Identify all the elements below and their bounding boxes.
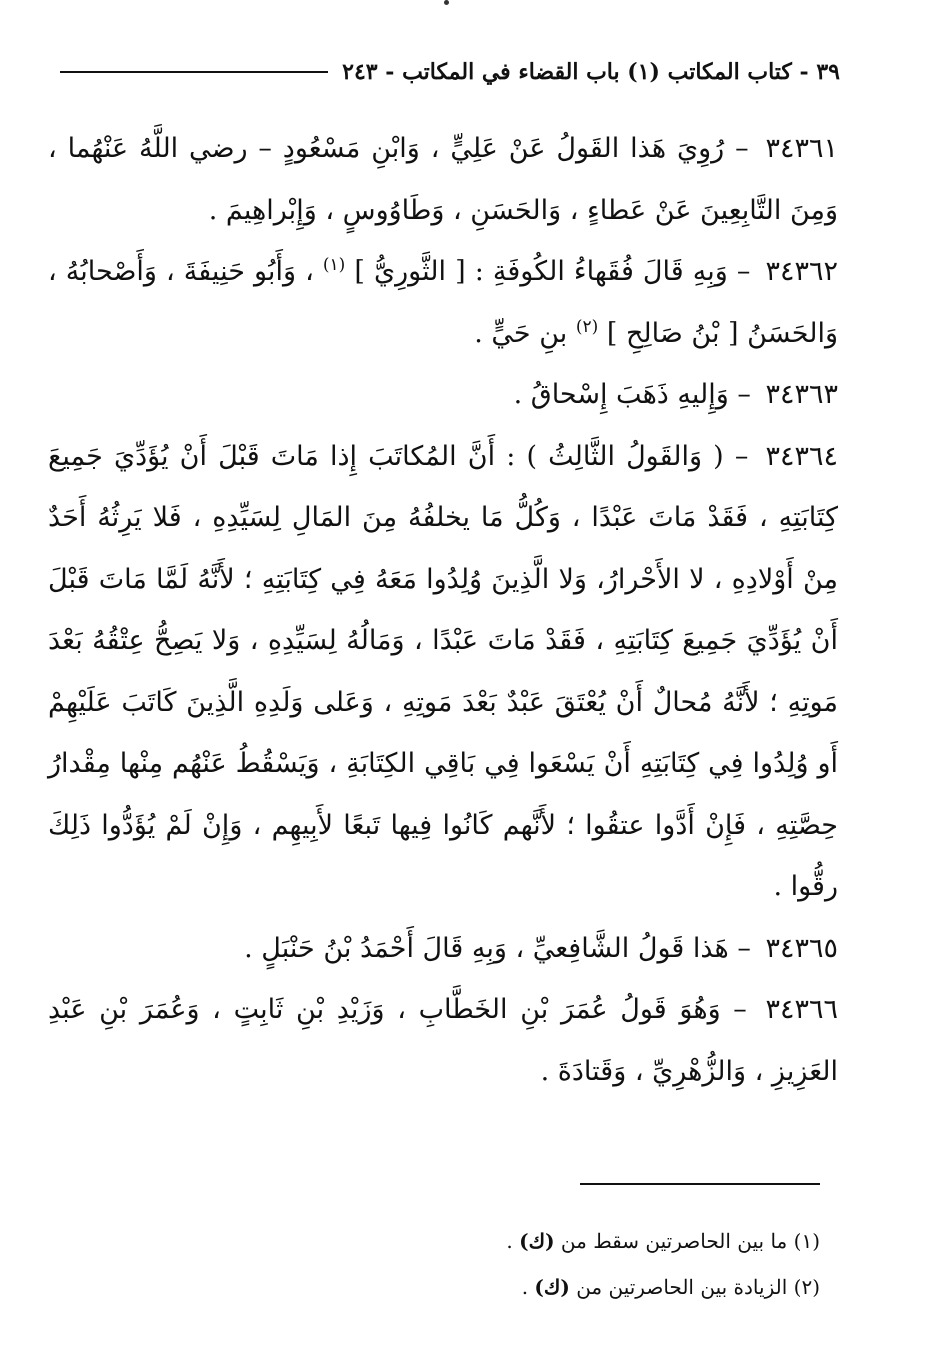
paragraph-number: ٣٤٣٦٢	[765, 256, 838, 287]
paragraph-number: ٣٤٣٦٣	[765, 379, 838, 410]
footnote-ref-1[interactable]: (١)	[322, 255, 346, 275]
footnote-2	[300, 1264, 820, 1310]
footnote-end: .	[521, 1275, 529, 1299]
page-speck	[444, 0, 449, 5]
paragraph-34362	[48, 241, 838, 364]
footnote-marker: (٢)	[793, 1275, 820, 1299]
paragraph-text-part2: ، وَأَبُو حَنِيفَةَ ، وَأَصْحابُهُ ، وَالحَسَنُ [ بْنُ صَالِحِ ]	[48, 256, 838, 349]
paragraph-text: – هَذا قَولُ الشَّافِعيِّ ، وَبِهِ قَالَ أَحْمَدُ بْنُ حَنْبَلٍ .	[244, 932, 751, 964]
paragraph-34361	[48, 118, 838, 241]
paragraph-number: ٣٤٣٦٤	[765, 440, 838, 472]
main-text	[48, 118, 838, 1102]
paragraph-text-part1: – وَبِهِ قَالَ فُقَهاءُ الكُوفَةِ : [ الثَّورِيُّ ]	[354, 256, 751, 287]
footnote-marker: (١)	[793, 1229, 820, 1253]
paragraph-text: – وَإِليهِ ذَهَبَ إِسْحاقُ .	[513, 379, 751, 410]
footnote-end: .	[506, 1229, 513, 1253]
paragraph-text: – رُوِيَ هَذا القَولُ عَنْ عَلِيٍّ ، وَابْنِ مَسْعُودٍ – رضي اللَّهُ عَنْهُما ، وَمِنَ التَّابِعِينَ عَنْ عَطاءٍ ، وَالحَسَنِ ، وَطَاوُوسٍ ، وَإِبْراهِيمَ .	[48, 133, 838, 226]
paragraph-34363	[48, 364, 838, 426]
footnote-ref-2[interactable]: (٢)	[575, 316, 599, 337]
running-header	[60, 52, 840, 92]
paragraph-34366	[48, 979, 838, 1102]
header-rule	[60, 71, 328, 73]
paragraph-34364	[48, 426, 838, 918]
paragraph-text: – ( وَالقَولُ الثَّالِثُ ) : أَنَّ المُكاتَبَ إِذا مَاتَ قَبْلَ أَنْ يُؤَدِّيَ جَمِيعَ كِتَابَتِهِ ، فَقَدْ مَاتَ عَبْدًا ، وَكُلُّ مَا يخلفُهُ مِنَ المَالِ لِسَيِّدِهِ ، فَلا يَرِثُهُ أَحَدٌ مِنْ أَوْلادِهِ ، لا الأَحْرارُ، وَلا الَّذِينَ وُلِدُوا مَعَهُ فِي كِتَابَتِهِ ؛ لأَنَّهُ لَمَّا مَاتَ قَبْلَ أَنْ يُؤَدِّيَ جَمِيعَ كِتَابَتِهِ ، فَقَدْ مَاتَ عَبْدًا ، وَمَالُهُ لِسَيِّدِهِ ، وَلا يَصِحُّ عِتْقُهُ بَعْدَ مَوتِهِ ؛ لأَنَّهُ مُحالٌ أَنْ يُعْتَقَ عَبْدٌ بَعْدَ مَوتِهِ ، وَعَلى وَلَدِهِ الَّذِينَ كَاتَبَ عَلَيْهِمْ أَو وُلِدُوا فِي كِتَابَتِهِ أَنْ يَسْعَوا فِي بَاقِي الكِتَابَةِ ، وَيَسْقُطُ عَنْهُم مِنْها مِقْدارُ حِصَّتِهِ ، فَإِنْ أَدَّوا عتقُوا ؛ لأَنَّهم كَانُوا فِيها تَبعًا لأَبِيهِم ، وَإِنْ لَمْ يُؤَدُّوا ذَلِكَ رقُّوا .	[48, 440, 838, 902]
header-title: ٣٩ - كتاب المكاتب (١) باب القضاء في المكاتب - ٢٤٣	[342, 59, 840, 85]
paragraph-number: ٣٤٣٦١	[765, 133, 838, 164]
footnote-source: (ك)	[519, 1229, 555, 1253]
footnotes	[300, 1218, 820, 1310]
paragraph-text: – وَهُوَ قَولُ عُمَرَ بْنِ الخَطَّابِ ، وَزَيْدِ بْنِ ثَابِتٍ ، وَعُمَرَ بْنِ عَبْدِ العَزِيزِ ، وَالزُّهْرِيِّ ، وَقَتادَةَ .	[48, 994, 838, 1087]
paragraph-text-part3: بنِ حَيٍّ .	[474, 317, 568, 349]
footnote-separator	[580, 1183, 820, 1185]
footnote-text: الزيادة بين الحاصرتين من	[576, 1275, 788, 1299]
footnote-1	[300, 1218, 820, 1264]
paragraph-number: ٣٤٣٦٦	[765, 994, 838, 1025]
footnote-text: ما بين الحاصرتين سقط من	[560, 1229, 788, 1253]
paragraph-34365	[48, 918, 838, 980]
paragraph-number: ٣٤٣٦٥	[765, 932, 838, 964]
footnote-source: (ك)	[534, 1275, 570, 1299]
